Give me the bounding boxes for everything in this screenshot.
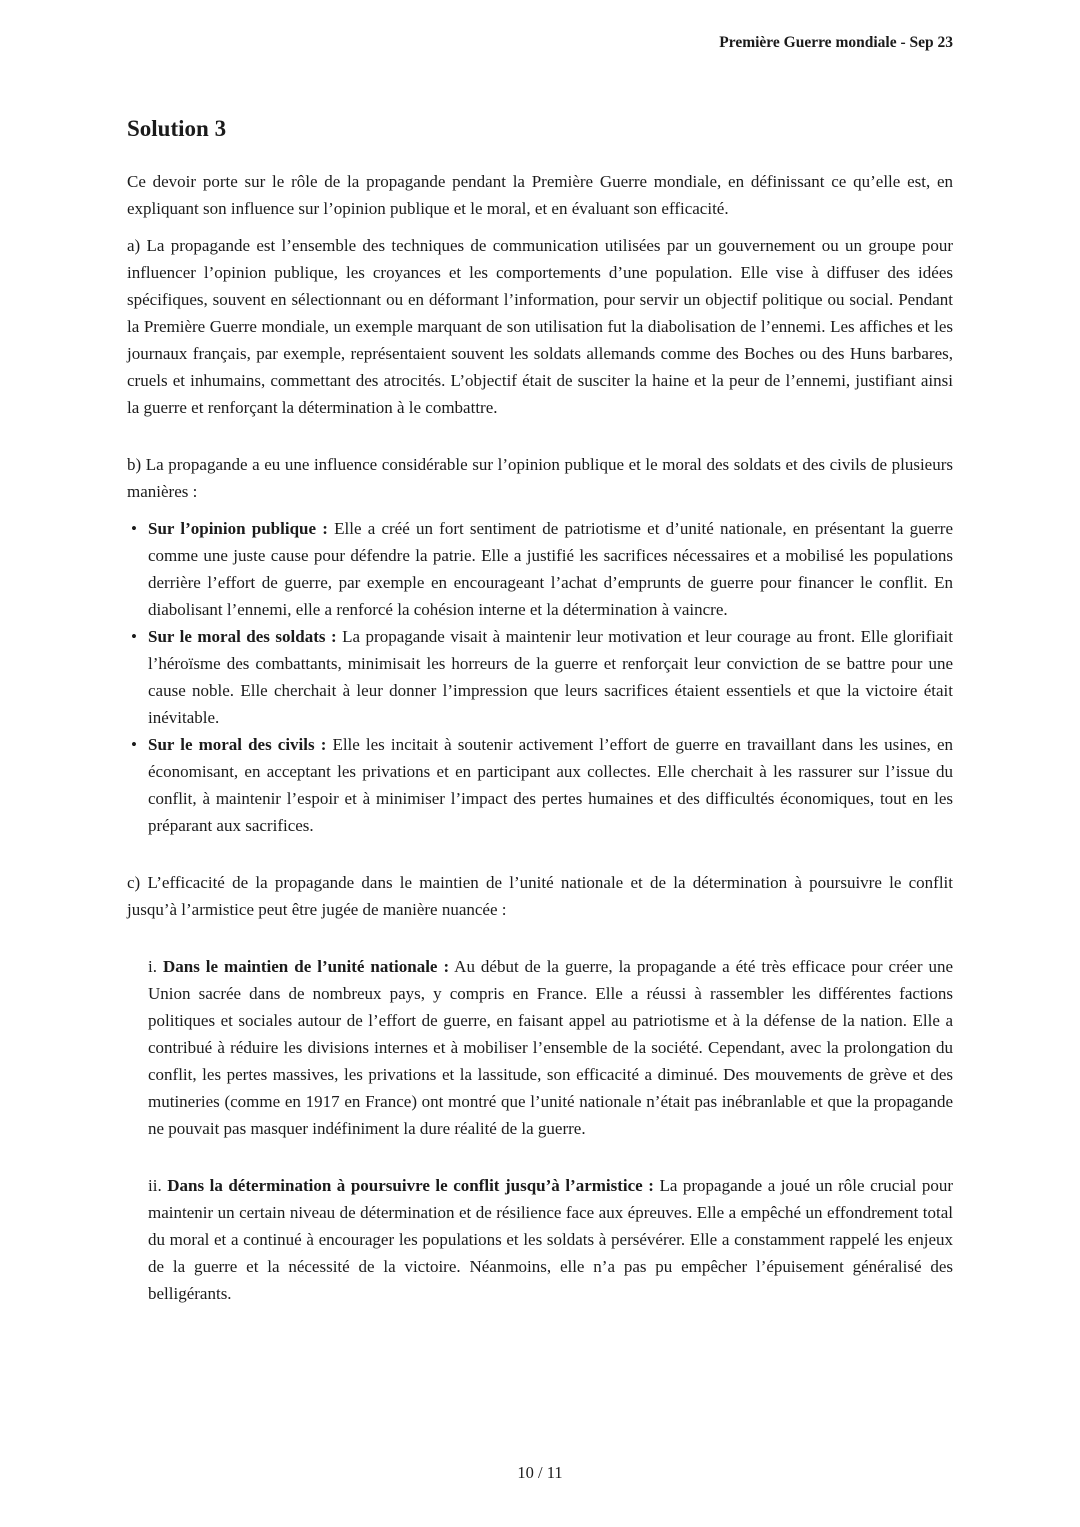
sub-item-ii xyxy=(148,1172,953,1307)
bullet-lead: Sur le moral des soldats : xyxy=(148,627,337,646)
list-item xyxy=(131,515,953,623)
bullet-icon: • xyxy=(131,627,137,646)
item-text: La propagande a joué un rôle crucial pour maintenir un certain niveau de détermination et de résilience face aux épreuves. Elle a empêché un effondrement total du moral et a continué à encourager les populations et les soldats à persévérer. Elle a constamment rappelé les enjeux de la guerre et la nécessité de la victoire. Néanmoins, elle n’a pas pu empêcher l’épuisement généralisé des belligérants. xyxy=(148,1176,953,1303)
item-numeral: i. xyxy=(148,957,157,976)
paragraph-c-intro: c) L’efficacité de la propagande dans le maintien de l’unité nationale et de la détermination à poursuivre le conflit jusqu’à l’armistice peut être jugée de manière nuancée : xyxy=(127,873,953,919)
item-numeral: ii. xyxy=(148,1176,162,1195)
sub-item-i xyxy=(148,953,953,1142)
influence-list xyxy=(127,515,953,839)
intro-paragraph: Ce devoir porte sur le rôle de la propagande pendant la Première Guerre mondiale, en définissant ce qu’elle est, en expliquant son influence sur l’opinion publique et le moral, et en évaluant son efficacité. xyxy=(127,172,953,218)
item-lead: Dans la détermination à poursuivre le conflit jusqu’à l’armistice : xyxy=(167,1176,654,1195)
bullet-lead: Sur l’opinion publique : xyxy=(148,519,328,538)
page-number: 10 / 11 xyxy=(517,1463,563,1482)
bullet-lead: Sur le moral des civils : xyxy=(148,735,327,754)
bullet-icon: • xyxy=(131,519,137,538)
page-header: Première Guerre mondiale - Sep 23 xyxy=(719,34,953,51)
bullet-text: Elle a créé un fort sentiment de patriotisme et d’unité nationale, en présentant la guerre comme une juste cause pour défendre la patrie. Elle a justifié les sacrifices nécessaires et a mobilisé les populations derrière l’effort de guerre, par exemple en encourageant l’achat d’emprunts de guerre pour financer le conflit. En diabolisant l’ennemi, elle a renforcé la cohésion interne et la détermination à vaincre. xyxy=(148,519,953,619)
bullet-text: La propagande visait à maintenir leur motivation et leur courage au front. Elle glorifiait l’héroïsme des combattants, minimisait les horreurs de la guerre et renforçait leur conviction de se battre pour une cause noble. Elle cherchait à leur donner l’impression que leurs sacrifices étaient essentiels et que la victoire était inévitable. xyxy=(148,627,954,727)
paragraph-a: a) La propagande est l’ensemble des techniques de communication utilisées par un gouvernement ou un groupe pour influencer l’opinion publique, les croyances et les comportements d’une population. Elle vise à diffuser des idées spécifiques, souvent en sélectionnant ou en déformant l’information, pour servir un objectif politique ou social. Pendant la Première Guerre mondiale, un exemple marquant de son utilisation fut la diabolisation de l’ennemi. Les affiches et les journaux français, par exemple, représentaient souvent les soldats allemands comme des Boches ou des Huns barbares, cruels et inhumains, commettant des atrocités. L’objectif était de susciter la haine et la peur de l’ennemi, justifiant ainsi la guerre et renforçant la détermination à le combattre. xyxy=(127,236,953,417)
list-item xyxy=(131,623,954,731)
item-text: Au début de la guerre, la propagande a été très efficace pour créer une Union sacrée dans de nombreux pays, y compris en France. Elle a réussi à rassembler les différentes factions politiques et sociales autour de l’effort de guerre, en faisant appel au patriotisme et à la défense de la nation. Elle a contribué à réduire les divisions internes et à mobiliser l’ensemble de la société. Cependant, avec la prolongation du conflit, les pertes massives, les privations et la lassitude, son efficacité a diminué. Des mouvements de grève et des mutineries (comme en 1917 en France) ont montré que l’unité nationale n’était pas inébranlable et que la propagande ne pouvait pas masquer indéfiniment la dure réalité de la guerre. xyxy=(148,957,954,1138)
page-title: Solution 3 xyxy=(127,116,227,141)
item-lead: Dans le maintien de l’unité nationale : xyxy=(162,957,450,976)
list-item xyxy=(131,731,954,839)
document-content xyxy=(127,116,953,1307)
bullet-text: Elle les incitait à soutenir activement l’effort de guerre en travaillant dans les usines, en économisant, en acceptant les privations et en participant aux collectes. Elle cherchait à les rassurer sur l’issue du conflit, à maintenir l’espoir et à minimiser l’impact des pertes humaines et des difficultés économiques, tout en les préparant aux sacrifices. xyxy=(148,735,954,835)
bullet-icon: • xyxy=(131,735,137,754)
paragraph-b-intro: b) La propagande a eu une influence considérable sur l’opinion publique et le moral des soldats et des civils de plusieurs manières : xyxy=(127,455,953,501)
